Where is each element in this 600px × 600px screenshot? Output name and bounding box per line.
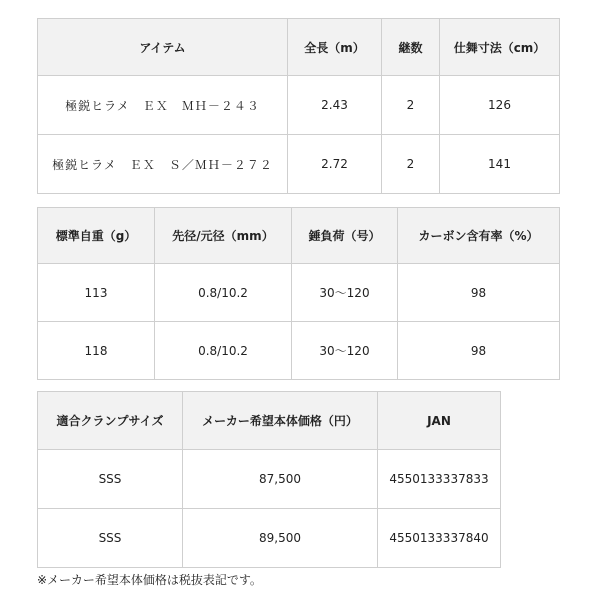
table-row <box>38 509 501 568</box>
item-name: 極鋭ヒラメ ＥＸ ＭＨ－２４３ <box>38 76 288 135</box>
table-row <box>38 264 560 322</box>
table-header-row <box>38 392 501 450</box>
price-value: 89,500 <box>183 509 378 568</box>
price-value: 87,500 <box>183 450 378 509</box>
weight-value: 113 <box>38 264 155 322</box>
jan-value: 4550133337840 <box>378 509 501 568</box>
header-closed-length: 仕舞寸法（cm） <box>440 19 560 76</box>
header-carbon: カーボン含有率（%） <box>398 208 560 264</box>
closed-length-value: 126 <box>440 76 560 135</box>
table-row <box>38 76 560 135</box>
header-weight: 標準自重（g） <box>38 208 155 264</box>
header-pieces: 継数 <box>382 19 440 76</box>
header-diameter: 先径/元径（mm） <box>155 208 292 264</box>
table-row <box>38 135 560 194</box>
length-value: 2.43 <box>288 76 382 135</box>
table-header-row <box>38 19 560 76</box>
header-jan: JAN <box>378 392 501 450</box>
closed-length-value: 141 <box>440 135 560 194</box>
spec-table <box>37 18 560 194</box>
table-row <box>38 450 501 509</box>
clamp-size-value: SSS <box>38 450 183 509</box>
pieces-value: 2 <box>382 135 440 194</box>
jan-value: 4550133337833 <box>378 450 501 509</box>
diameter-value: 0.8/10.2 <box>155 264 292 322</box>
length-value: 2.72 <box>288 135 382 194</box>
header-sinker-load: 錘負荷（号） <box>292 208 398 264</box>
header-item: アイテム <box>38 19 288 76</box>
clamp-size-value: SSS <box>38 509 183 568</box>
sinker-load-value: 30～120 <box>292 264 398 322</box>
table-header-row <box>38 208 560 264</box>
price-footnote: ※メーカー希望本体価格は税抜表記です。 <box>37 573 262 587</box>
item-name: 極鋭ヒラメ ＥＸ Ｓ／ＭＨ－２７２ <box>38 135 288 194</box>
pieces-value: 2 <box>382 76 440 135</box>
weight-value: 118 <box>38 322 155 380</box>
price-table <box>37 391 501 568</box>
header-clamp-size: 適合クランプサイズ <box>38 392 183 450</box>
carbon-value: 98 <box>398 322 560 380</box>
header-length: 全長（m） <box>288 19 382 76</box>
diameter-value: 0.8/10.2 <box>155 322 292 380</box>
header-price: メーカー希望本体価格（円） <box>183 392 378 450</box>
weight-table <box>37 207 560 380</box>
table-row <box>38 322 560 380</box>
carbon-value: 98 <box>398 264 560 322</box>
sinker-load-value: 30～120 <box>292 322 398 380</box>
